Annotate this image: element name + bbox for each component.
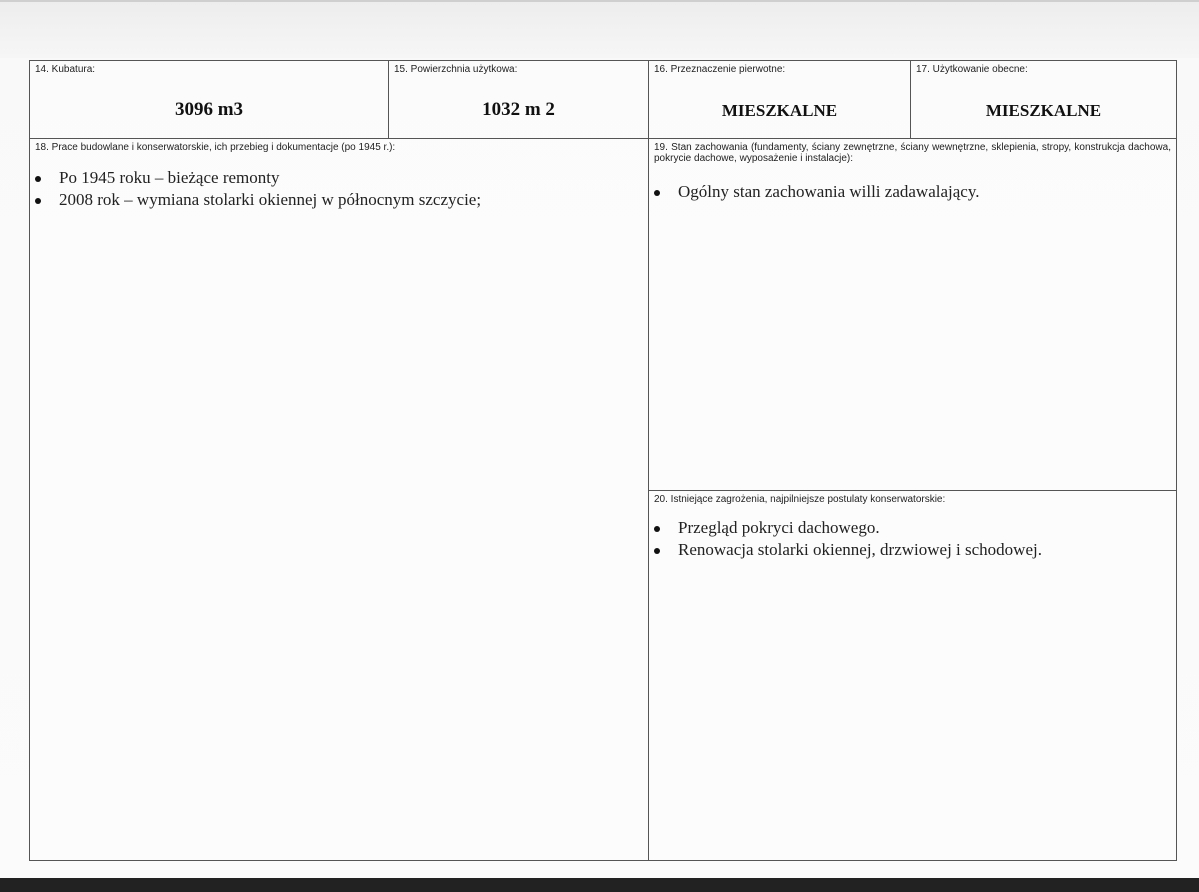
field-18-label: 18. Prace budowlane i konserwatorskie, ich przebieg i dokumentacje (po 1945 r.): bbox=[35, 142, 396, 153]
field-20-label: 20. Istniejące zagrożenia, najpilniejsze postulaty konserwatorskie: bbox=[654, 494, 946, 505]
scan-top-band bbox=[0, 0, 1199, 58]
field-15-value: 1032 m 2 bbox=[482, 99, 555, 120]
list-item: Po 1945 roku – bieżące remonty bbox=[30, 167, 481, 189]
field-17-value: MIESZKALNE bbox=[985, 101, 1102, 120]
field-15-powierzchnia bbox=[388, 60, 649, 139]
list-item: 2008 rok – wymiana stolarki okiennej w północnym szczycie; bbox=[30, 189, 481, 211]
list-item: Przegląd pokryci dachowego. bbox=[649, 517, 1042, 539]
field-18-prace bbox=[29, 138, 649, 861]
field-19-list bbox=[649, 181, 979, 203]
field-18-list bbox=[30, 167, 481, 211]
field-14-kubatura bbox=[29, 60, 389, 139]
field-17-uzytkowanie bbox=[910, 60, 1177, 139]
field-16-przeznaczenie bbox=[648, 60, 911, 139]
list-item: Ogólny stan zachowania willi zadawalający. bbox=[649, 181, 979, 203]
field-19-stan bbox=[648, 138, 1177, 491]
field-17-label: 17. Użytkowanie obecne: bbox=[916, 64, 1028, 75]
field-14-value: 3096 m3 bbox=[174, 99, 244, 120]
field-16-value: MIESZKALNE bbox=[721, 101, 838, 120]
field-20-zagrozenia bbox=[648, 490, 1177, 861]
field-16-label: 16. Przeznaczenie pierwotne: bbox=[654, 64, 786, 75]
scan-bottom-band bbox=[0, 878, 1199, 892]
list-item: Renowacja stolarki okiennej, drzwiowej i schodowej. bbox=[649, 539, 1042, 561]
field-20-list bbox=[649, 517, 1042, 561]
field-15-label: 15. Powierzchnia użytkowa: bbox=[394, 64, 518, 75]
field-19-label: 19. Stan zachowania (fundamenty, ściany zewnętrzne, ściany wewnętrzne, sklepienia, stropy, konstrukcja dachowa, pokrycie dachowe, wyposażenie i instalacje): bbox=[654, 142, 1171, 164]
field-14-label: 14. Kubatura: bbox=[35, 64, 96, 75]
